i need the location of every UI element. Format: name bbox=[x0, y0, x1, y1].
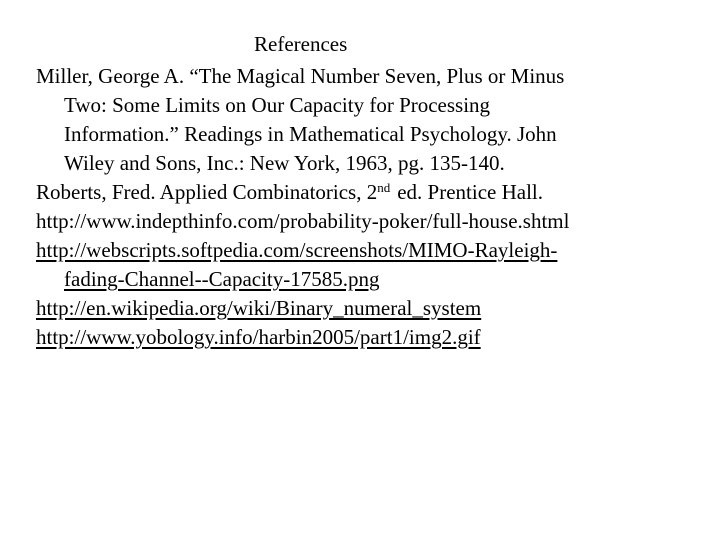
reference-softpedia-url[interactable] bbox=[36, 236, 676, 294]
softpedia-link[interactable] bbox=[36, 238, 557, 291]
reference-miller-line-1: Miller, George A. “The Magical Number Seven, Plus or Minus bbox=[36, 64, 565, 88]
reference-roberts bbox=[36, 178, 676, 207]
reference-list bbox=[36, 62, 676, 352]
reference-wikipedia-url[interactable] bbox=[36, 294, 676, 323]
softpedia-link-line-2[interactable]: fading-Channel--Capacity-17585.png bbox=[64, 267, 380, 291]
slide-title: References bbox=[254, 32, 348, 56]
reference-yobology-url[interactable] bbox=[36, 323, 676, 352]
reference-roberts-edition: ed. Prentice Hall. bbox=[397, 180, 544, 204]
wikipedia-link[interactable]: http://en.wikipedia.org/wiki/Binary_numeral_system bbox=[36, 296, 482, 320]
reference-miller-line-2: Two: Some Limits on Our Capacity for Processing bbox=[64, 93, 491, 117]
reference-miller-line-3: Information.” Readings in Mathematical Psychology. John bbox=[64, 122, 557, 146]
reference-miller bbox=[36, 62, 676, 178]
ordinal-superscript: nd bbox=[377, 179, 391, 195]
reference-indepthinfo-url bbox=[36, 207, 676, 236]
indepthinfo-url-text: http://www.indepthinfo.com/probability-poker/full-house.shtml bbox=[36, 209, 570, 233]
reference-roberts-text: Roberts, Fred. Applied Combinatorics, 2 bbox=[36, 180, 378, 204]
reference-miller-line-4: Wiley and Sons, Inc.: New York, 1963, pg. 135-140. bbox=[64, 151, 505, 175]
softpedia-link-line-1[interactable]: http://webscripts.softpedia.com/screenshots/MIMO-Rayleigh- bbox=[36, 238, 558, 262]
yobology-link[interactable]: http://www.yobology.info/harbin2005/part1/img2.gif bbox=[36, 325, 481, 349]
